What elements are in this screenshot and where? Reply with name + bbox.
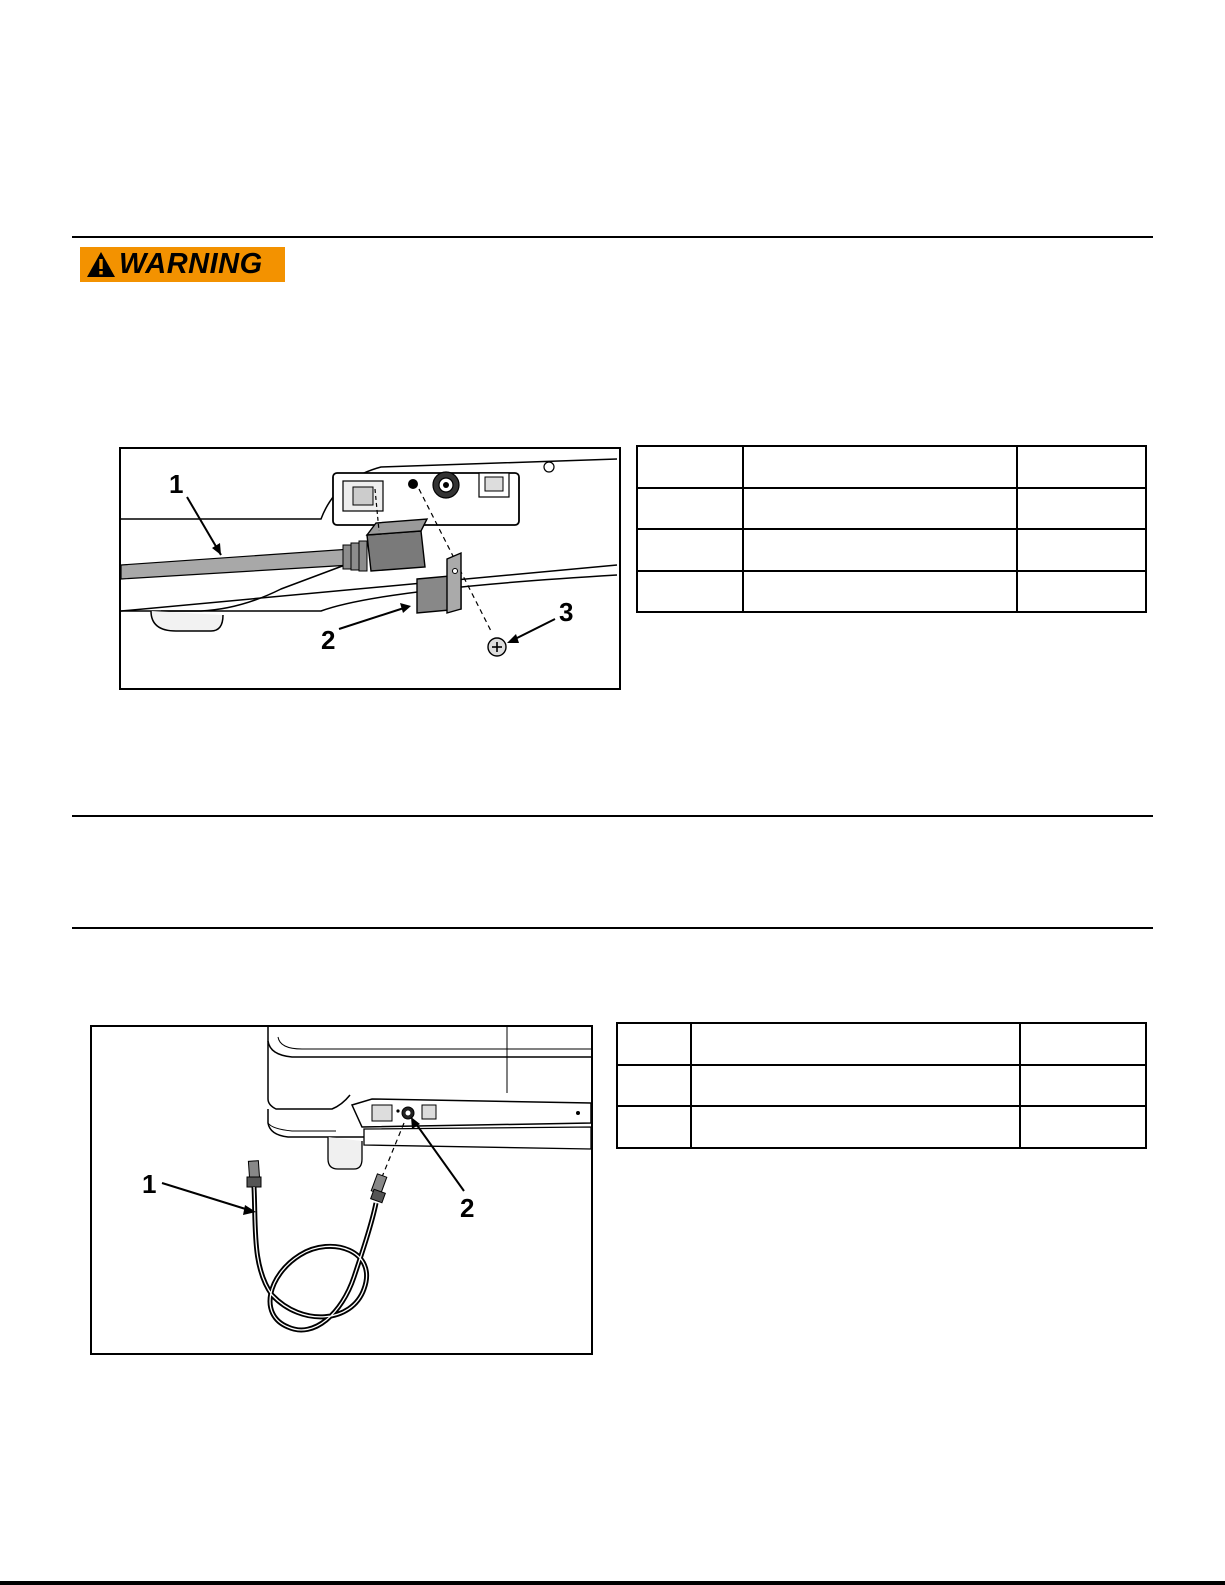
table-row: [637, 529, 1146, 571]
figure1-callout-2: 2: [321, 625, 336, 655]
table-row: [617, 1065, 1146, 1107]
table-row: [637, 488, 1146, 530]
top-divider: [72, 236, 1153, 238]
figure2-callout-2: 2: [460, 1193, 475, 1223]
warning-label: WARNING: [119, 248, 263, 280]
figure2-callout-1: 1: [142, 1169, 157, 1199]
warning-badge: [80, 247, 285, 282]
parts-table-1: [636, 445, 1147, 613]
figure1-callout-1: 1: [169, 469, 184, 499]
table-row: [617, 1023, 1146, 1065]
table-row: [617, 1106, 1146, 1148]
figure-power-cord-bracket: [119, 447, 621, 690]
figure1-callout-3: 3: [559, 597, 574, 627]
table-row: [637, 571, 1146, 613]
section-divider-1: [72, 815, 1153, 817]
table-row: [637, 446, 1146, 488]
figure-data-cable: [90, 1025, 593, 1355]
page-bottom-border: [0, 1581, 1225, 1585]
section-divider-2: [72, 927, 1153, 929]
warning-triangle-icon: [86, 251, 116, 278]
parts-table-2: [616, 1022, 1147, 1149]
